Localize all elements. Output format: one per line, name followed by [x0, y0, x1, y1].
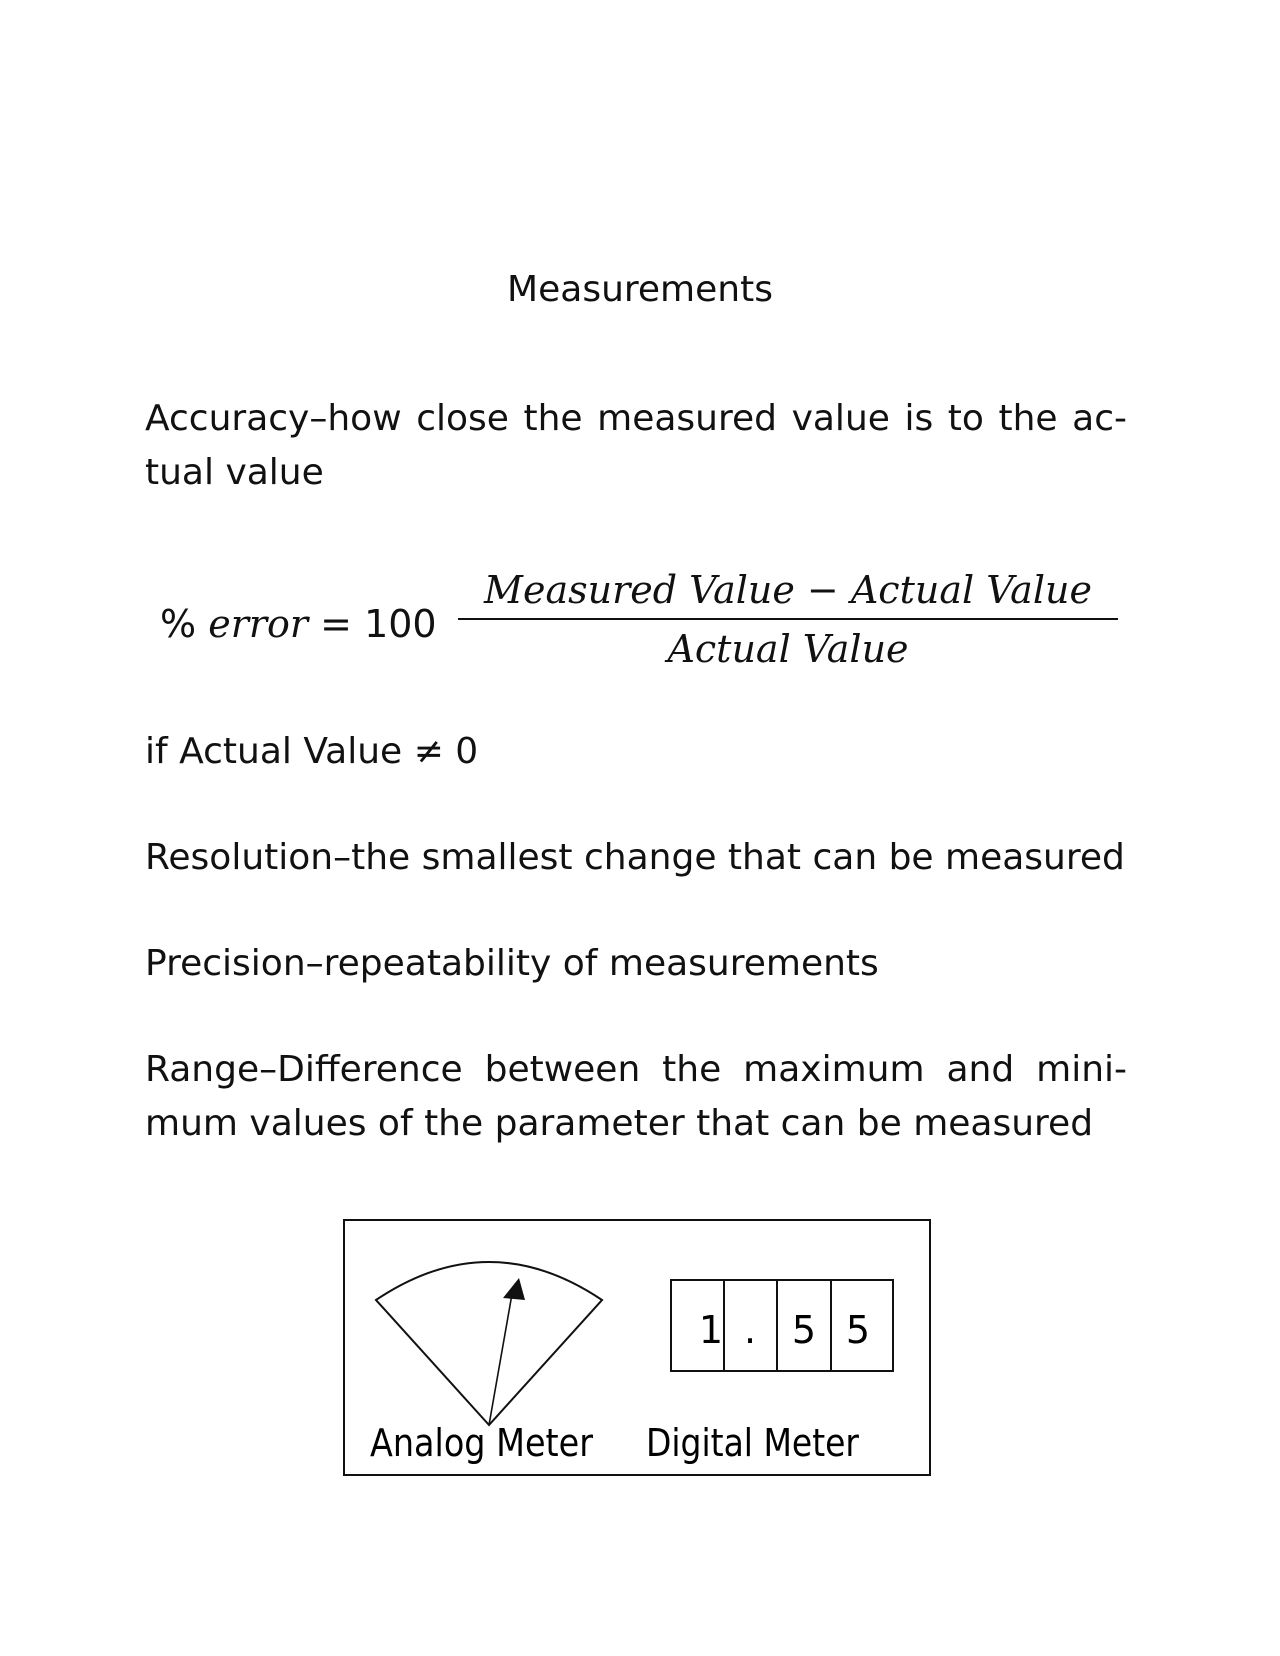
digit-cell-4: 5 — [845, 1308, 871, 1352]
formula-lhs — [160, 601, 437, 647]
formula-percent-sign: % — [160, 602, 197, 646]
accuracy-line-1: Accuracy–how close the measured value is to the ac- — [145, 398, 1127, 439]
digit-cell-3: 5 — [791, 1308, 817, 1352]
digital-meter-label: Digital Meter — [646, 1421, 860, 1465]
digit-cell-2: . — [743, 1308, 757, 1352]
meter-diagram — [343, 1219, 931, 1476]
formula-fraction — [458, 565, 1118, 674]
condition-text: if Actual Value ≠ 0 — [145, 731, 479, 772]
range-line-2: mum values of the parameter that can be measured — [145, 1103, 1094, 1144]
analog-meter-dial — [376, 1262, 602, 1425]
range-line-1: Range–Difference between the maximum and mini- — [145, 1049, 1127, 1090]
page-title: Measurements — [507, 269, 773, 310]
meter-figure — [343, 1219, 931, 1476]
digital-meter — [646, 1280, 893, 1465]
percent-error-formula — [160, 565, 1120, 675]
analog-meter — [370, 1262, 602, 1465]
formula-denominator: Actual Value — [667, 627, 909, 671]
precision-text: Precision–repeatability of measurements — [145, 943, 879, 984]
resolution-text: Resolution–the smallest change that can be measured — [145, 837, 1125, 878]
formula-error-variable: error — [208, 602, 309, 646]
needle-arrowhead — [503, 1278, 525, 1300]
formula-equals-100: = 100 — [308, 602, 437, 646]
analog-meter-needle — [489, 1294, 512, 1425]
analog-meter-label: Analog Meter — [370, 1421, 594, 1465]
accuracy-line-2: tual value — [145, 452, 324, 493]
fraction-bar — [458, 618, 1118, 620]
formula-numerator: Measured Value − Actual Value — [484, 568, 1092, 612]
digit-cell-1: 1 — [698, 1308, 724, 1352]
